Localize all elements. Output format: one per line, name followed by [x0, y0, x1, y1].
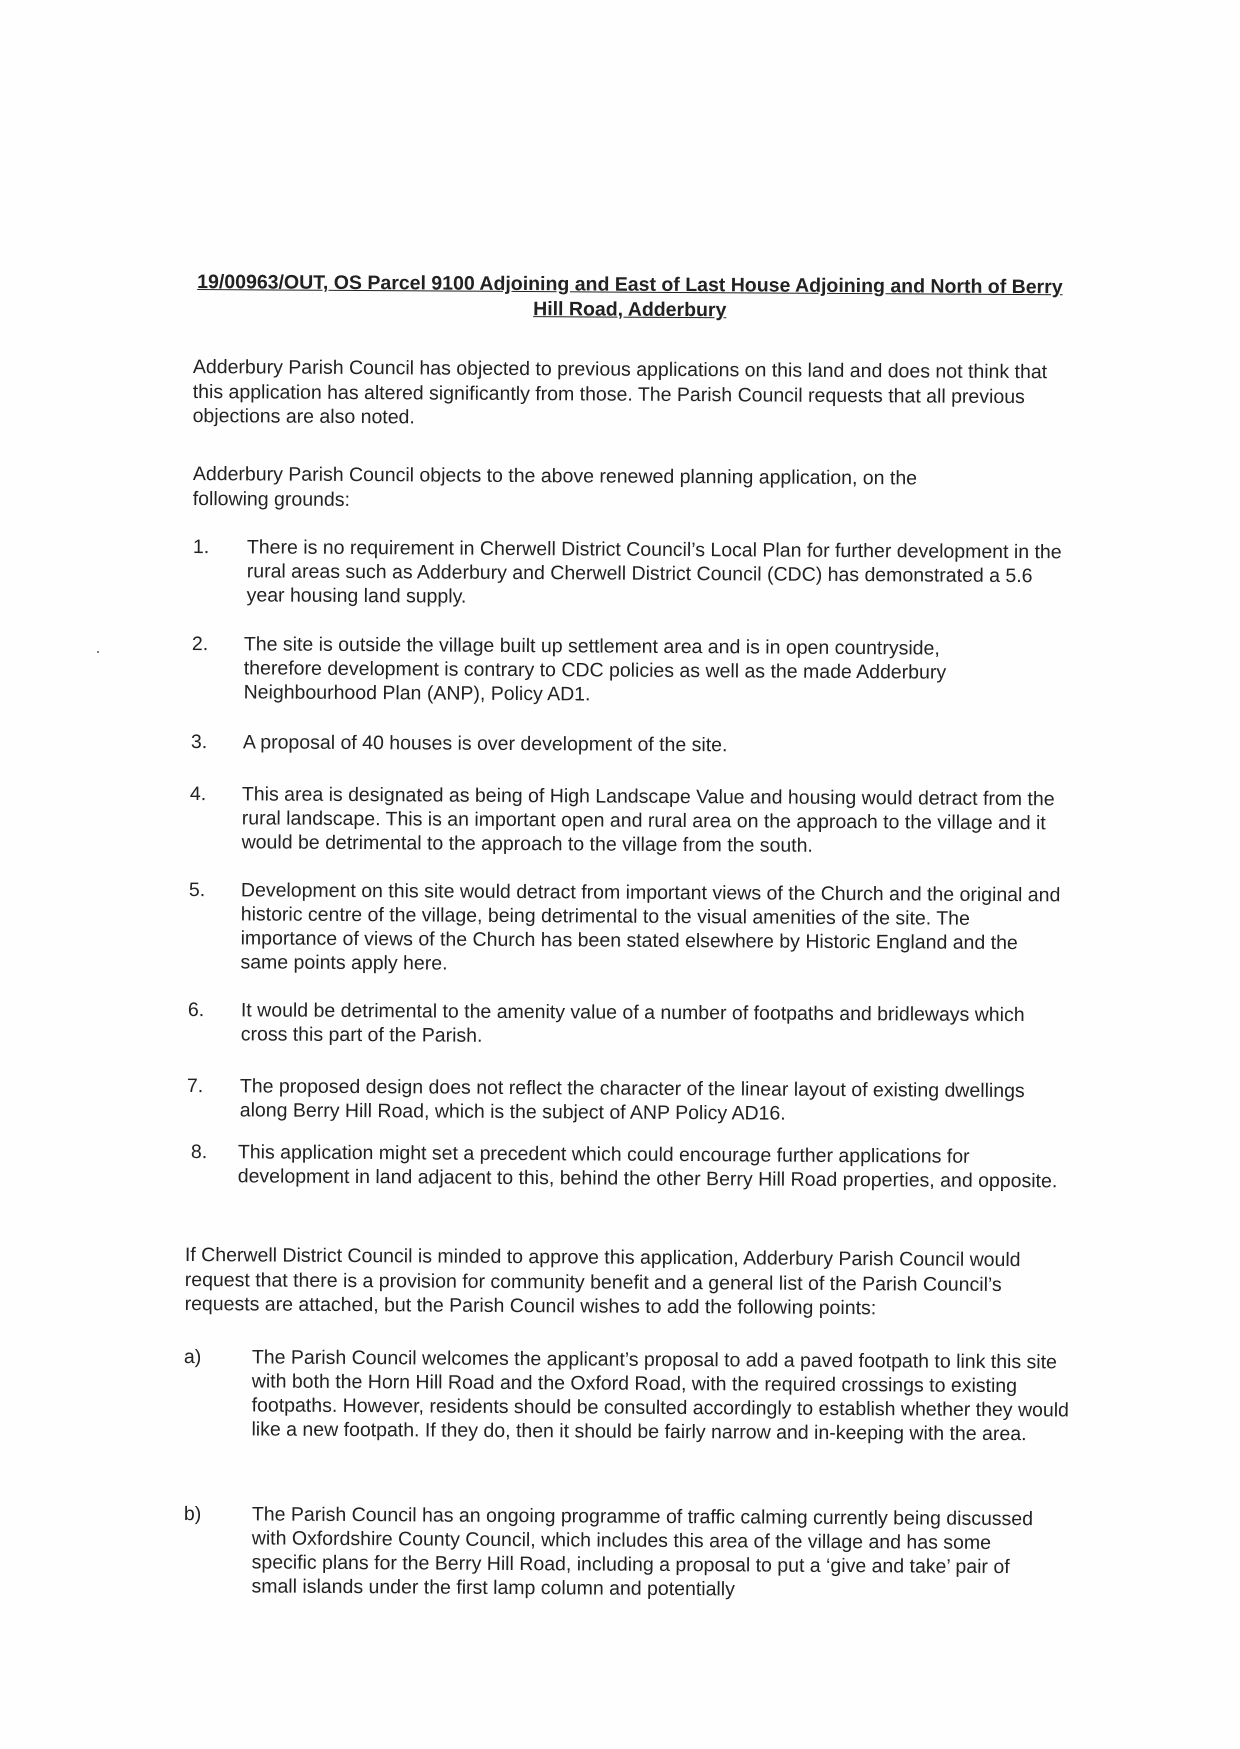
- ground-item-2: [192, 632, 1072, 717]
- point-label: b): [183, 1503, 202, 1526]
- ground-item-5: [188, 878, 1069, 983]
- ground-text: The site is outside the village built up settlement area and is in open countryside, therefore development is contrary to CDC policies as well as the made Adderbury Neighbourhood Plan (ANP), Policy AD1.: [243, 633, 947, 706]
- ground-item-6: [188, 998, 1068, 1058]
- ground-text: It would be detrimental to the amenity value of a number of footpaths and bridleways which cross this part of the Parish.: [240, 999, 1025, 1047]
- ground-text: A proposal of 40 houses is over development of the site.: [242, 731, 728, 757]
- ground-number: 4.: [189, 783, 207, 806]
- ground-item-7: [187, 1074, 1067, 1134]
- conditional-paragraph: If Cherwell District Council is minded to approve this application, Adderbury Parish Council would request that there is a provision for community benefit and a general list of the Parish Council’s requests are attached, but the Parish Council wishes to add the following points:: [184, 1244, 1021, 1320]
- intro-paragraph-1: Adderbury Parish Council has objected to previous applications on this land and does not think that this application has altered significantly from those. The Parish Council requests that all previous objections are also noted.: [192, 355, 1048, 429]
- point-text: The Parish Council has an ongoing programme of traffic calming currently being discussed with Oxfordshire County Council, which includes this area of the village and has some specific plans for the Berry Hill Road, including a proposal to put a ‘give and take’ pair of small islands under the first lamp column and potentially: [251, 1503, 1034, 1601]
- ground-text: There is no requirement in Cherwell District Council’s Local Plan for further development in the rural areas such as Adderbury and Cherwell District Council (CDC) has demonstrated a 5.6 year housing land supply.: [246, 536, 1062, 608]
- document-title: 19/00963/OUT, OS Parcel 9100 Adjoining and East of Last House Adjoining and North of Berry Hill Road, Adderbury: [197, 271, 1063, 322]
- ground-number: 5.: [188, 879, 206, 902]
- ground-number: 7.: [186, 1075, 204, 1098]
- ground-text: This application might set a precedent which could encourage further applications for development in land adjacent to this, behind the other Berry Hill Road properties, and opposite.: [237, 1141, 1058, 1193]
- ground-item-4: [190, 782, 1070, 867]
- point-item-a: [183, 1345, 1074, 1480]
- ground-number: 3.: [190, 731, 208, 754]
- intro-paragraph-2: Adderbury Parish Council objects to the above renewed planning application, on the following grounds:: [192, 462, 918, 511]
- ground-number: 1.: [192, 536, 210, 559]
- ground-text: This area is designated as being of High Landscape Value and housing would detract from the rural landscape. This is an important open and rural area on the approach to the village and it would be detrimental to the approach to the village from the south.: [241, 783, 1055, 857]
- ground-text: The proposed design does not reflect the character of the linear layout of existing dwellings along Berry Hill Road, which is the subject of ANP Policy AD16.: [239, 1075, 1025, 1125]
- ground-item-1: [193, 535, 1073, 620]
- ground-item-3: [191, 730, 1071, 765]
- point-item-b: [183, 1502, 1074, 1617]
- ground-text: Development on this site would detract from important views of the Church and the original and historic centre of the village, being detrimental to the visual amenities of the site. The importance of views of the Church has been stated elsewhere by Historic England and the same points apply here.: [240, 879, 1061, 975]
- ground-number: 6.: [187, 999, 205, 1022]
- ground-number: 2.: [191, 633, 209, 656]
- point-label: a): [183, 1346, 202, 1369]
- point-text: The Parish Council welcomes the applicant’s proposal to add a paved footpath to link this site with both the Horn Hill Road and the Oxford Road, with the required crossings to existing footpaths. However, residents should be consulted accordingly to establish whether they would like a new footpath. If they do, then it should be fairly narrow and in-keeping with the area.: [251, 1346, 1070, 1446]
- ground-number: 8.: [190, 1141, 208, 1164]
- scan-speck: [97, 651, 99, 653]
- ground-item-8: [191, 1140, 1071, 1225]
